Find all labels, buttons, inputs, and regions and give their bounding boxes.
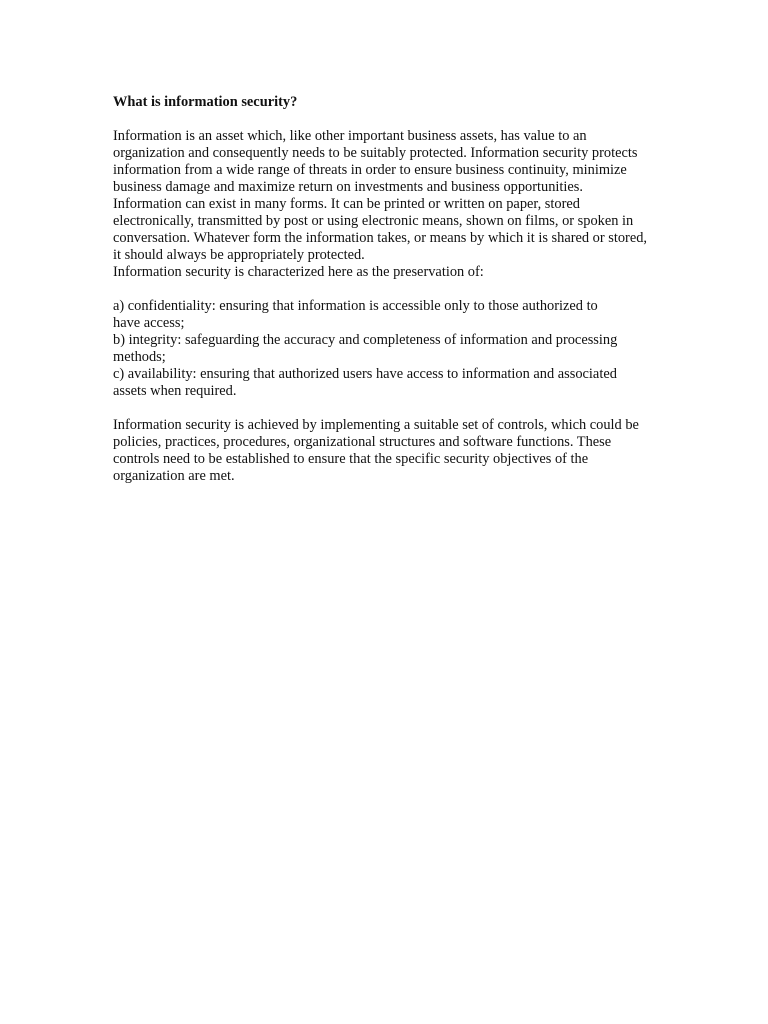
text-line: policies, practices, procedures, organizational structures and software functions. These: [113, 434, 612, 450]
text-line: Information can exist in many forms. It can be printed or written on paper, stored: [113, 196, 580, 212]
principles-list: [113, 298, 643, 400]
list-item-integrity: b) integrity: safeguarding the accuracy and completeness of information and processing: [113, 332, 618, 348]
text-line: business damage and maximize return on investments and business opportunities.: [113, 179, 584, 195]
list-item-confidentiality-cont: have access;: [113, 315, 185, 331]
list-item-availability: c) availability: ensuring that authorized users have access to information and associated: [113, 366, 617, 382]
text-line: organization and consequently needs to be suitably protected. Information security protects: [113, 145, 638, 161]
text-line: Information is an asset which, like other important business assets, has value to an: [113, 128, 587, 144]
text-line: conversation. Whatever form the information takes, or means by which it is shared or stored,: [113, 230, 648, 246]
text-line: electronically, transmitted by post or using electronic means, shown on films, or spoken in: [113, 213, 634, 229]
text-line: Information security is characterized here as the preservation of:: [113, 264, 484, 280]
list-item-availability-cont: assets when required.: [113, 383, 237, 399]
controls-paragraph: [113, 417, 643, 485]
document-heading: What is information security?: [113, 94, 298, 110]
text-line: organization are met.: [113, 468, 235, 484]
intro-paragraph: [113, 128, 648, 281]
text-line: Information security is achieved by implementing a suitable set of controls, which could be: [113, 417, 639, 433]
list-item-integrity-cont: methods;: [113, 349, 166, 365]
text-line: it should always be appropriately protected.: [113, 247, 365, 263]
list-item-confidentiality: a) confidentiality: ensuring that information is accessible only to those authorized to: [113, 298, 598, 314]
text-line: information from a wide range of threats in order to ensure business continuity, minimize: [113, 162, 627, 178]
text-line: controls need to be established to ensure that the specific security objectives of the: [113, 451, 589, 467]
document-body: [113, 94, 648, 502]
